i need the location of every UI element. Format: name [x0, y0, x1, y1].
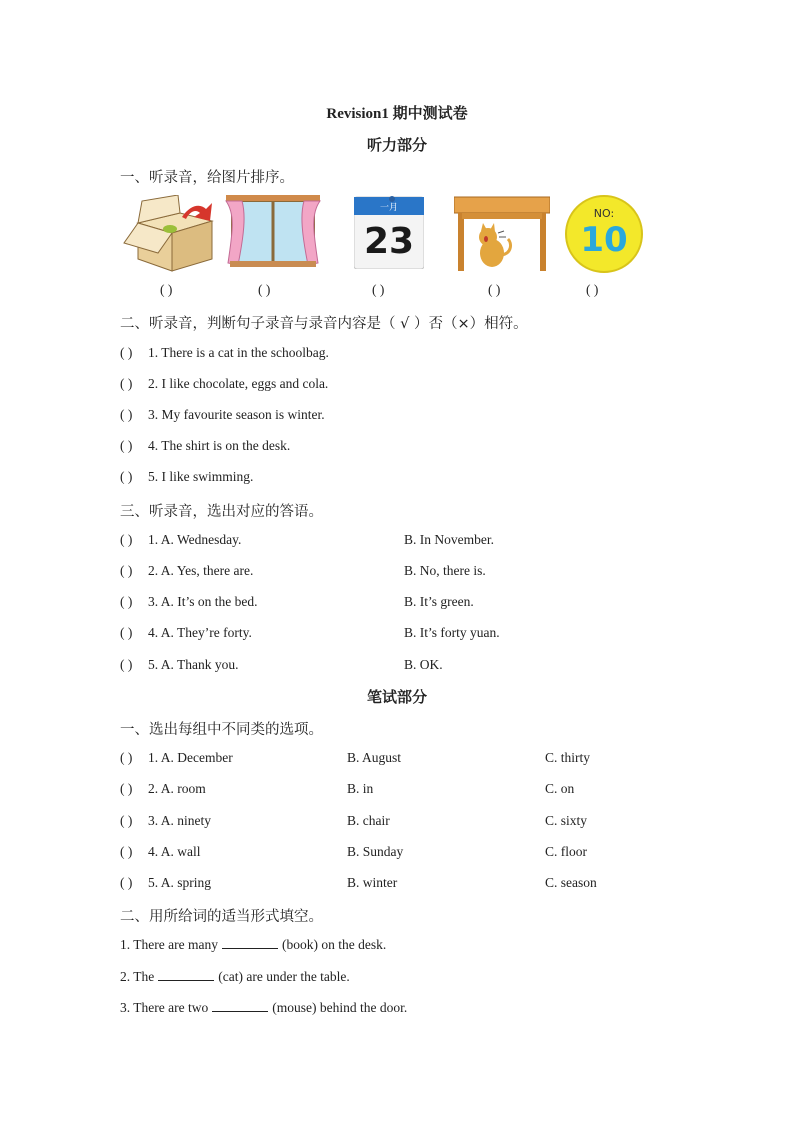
option-c: C. on	[545, 781, 575, 796]
list-item: ( ) 1. A. December	[120, 750, 233, 765]
desk-picture	[454, 195, 550, 273]
answer-paren-3: ( )	[372, 282, 385, 297]
list-item: ( ) 4. A. They’re forty.	[120, 625, 252, 640]
answer-blank[interactable]	[212, 1001, 268, 1012]
option-b: B. in	[347, 781, 374, 796]
number-badge-picture	[564, 195, 644, 273]
listening-section-title: 听力部分	[366, 138, 427, 154]
answer-paren-5: ( )	[586, 282, 599, 297]
list-item: ( ) 4. The shirt is on the desk.	[120, 438, 291, 453]
option-b: B. No, there is.	[404, 563, 486, 578]
writing-section-title: 笔试部分	[366, 690, 427, 706]
list-item: ( ) 2. A. room	[120, 781, 206, 796]
part3-heading: 三、听录音，选出对应的答语。	[120, 504, 323, 520]
calendar-day: 23	[363, 221, 415, 262]
badge-number: 10	[580, 220, 628, 260]
box-picture	[120, 195, 216, 273]
option-b: B. It’s forty yuan.	[404, 625, 500, 640]
list-item: ( ) 1. A. Wednesday.	[120, 532, 242, 547]
fill-blank-item: 2. The (cat) are under the table.	[120, 969, 350, 984]
list-item: ( ) 4. A. wall	[120, 844, 201, 859]
fill-blank-item: 1. There are many (book) on the desk.	[120, 937, 387, 952]
option-b: B. winter	[347, 875, 398, 890]
part1-heading: 一、听录音，给图片排序。	[120, 170, 294, 186]
option-b: B. It’s green.	[404, 594, 474, 609]
option-b: B. In November.	[404, 532, 494, 547]
list-item: ( ) 3. My favourite season is winter.	[120, 407, 325, 422]
calendar-month: 一月	[379, 203, 399, 213]
answer-paren-2: ( )	[258, 282, 271, 297]
page-title: Revision1 期中测试卷	[326, 106, 468, 122]
option-b: B. Sunday	[347, 844, 404, 859]
part5-heading: 二、用所给词的适当形式填空。	[120, 909, 323, 925]
list-item: ( ) 3. A. ninety	[120, 813, 211, 828]
answer-paren-4: ( )	[488, 282, 501, 297]
part2-heading: 二、听录音，判断句子录音与录音内容是（ √ ）否（×）相符。	[120, 316, 528, 332]
option-b: B. August	[347, 750, 402, 765]
option-b: B. OK.	[404, 657, 443, 672]
fill-blank-item: 3. There are two (mouse) behind the door.	[120, 1000, 408, 1015]
answer-blank[interactable]	[158, 970, 214, 981]
badge-no-label: NO:	[593, 207, 615, 220]
calendar-picture	[354, 195, 424, 269]
option-c: C. floor	[545, 844, 587, 859]
answer-paren-1: ( )	[160, 282, 173, 297]
window-picture	[222, 195, 324, 269]
list-item: ( ) 5. I like swimming.	[120, 469, 254, 484]
list-item: ( ) 5. A. spring	[120, 875, 212, 890]
part4-heading: 一、选出每组中不同类的选项。	[120, 722, 323, 738]
picture-row	[120, 195, 660, 275]
list-item: ( ) 2. I like chocolate, eggs and cola.	[120, 376, 329, 391]
option-c: C. thirty	[545, 750, 591, 765]
list-item: ( ) 5. A. Thank you.	[120, 657, 239, 672]
list-item: ( ) 2. A. Yes, there are.	[120, 563, 254, 578]
list-item: ( ) 3. A. It’s on the bed.	[120, 594, 258, 609]
option-c: C. sixty	[545, 813, 588, 828]
option-b: B. chair	[347, 813, 390, 828]
answer-blank[interactable]	[222, 938, 278, 949]
option-c: C. season	[545, 875, 597, 890]
list-item: ( ) 1. There is a cat in the schoolbag.	[120, 345, 329, 360]
